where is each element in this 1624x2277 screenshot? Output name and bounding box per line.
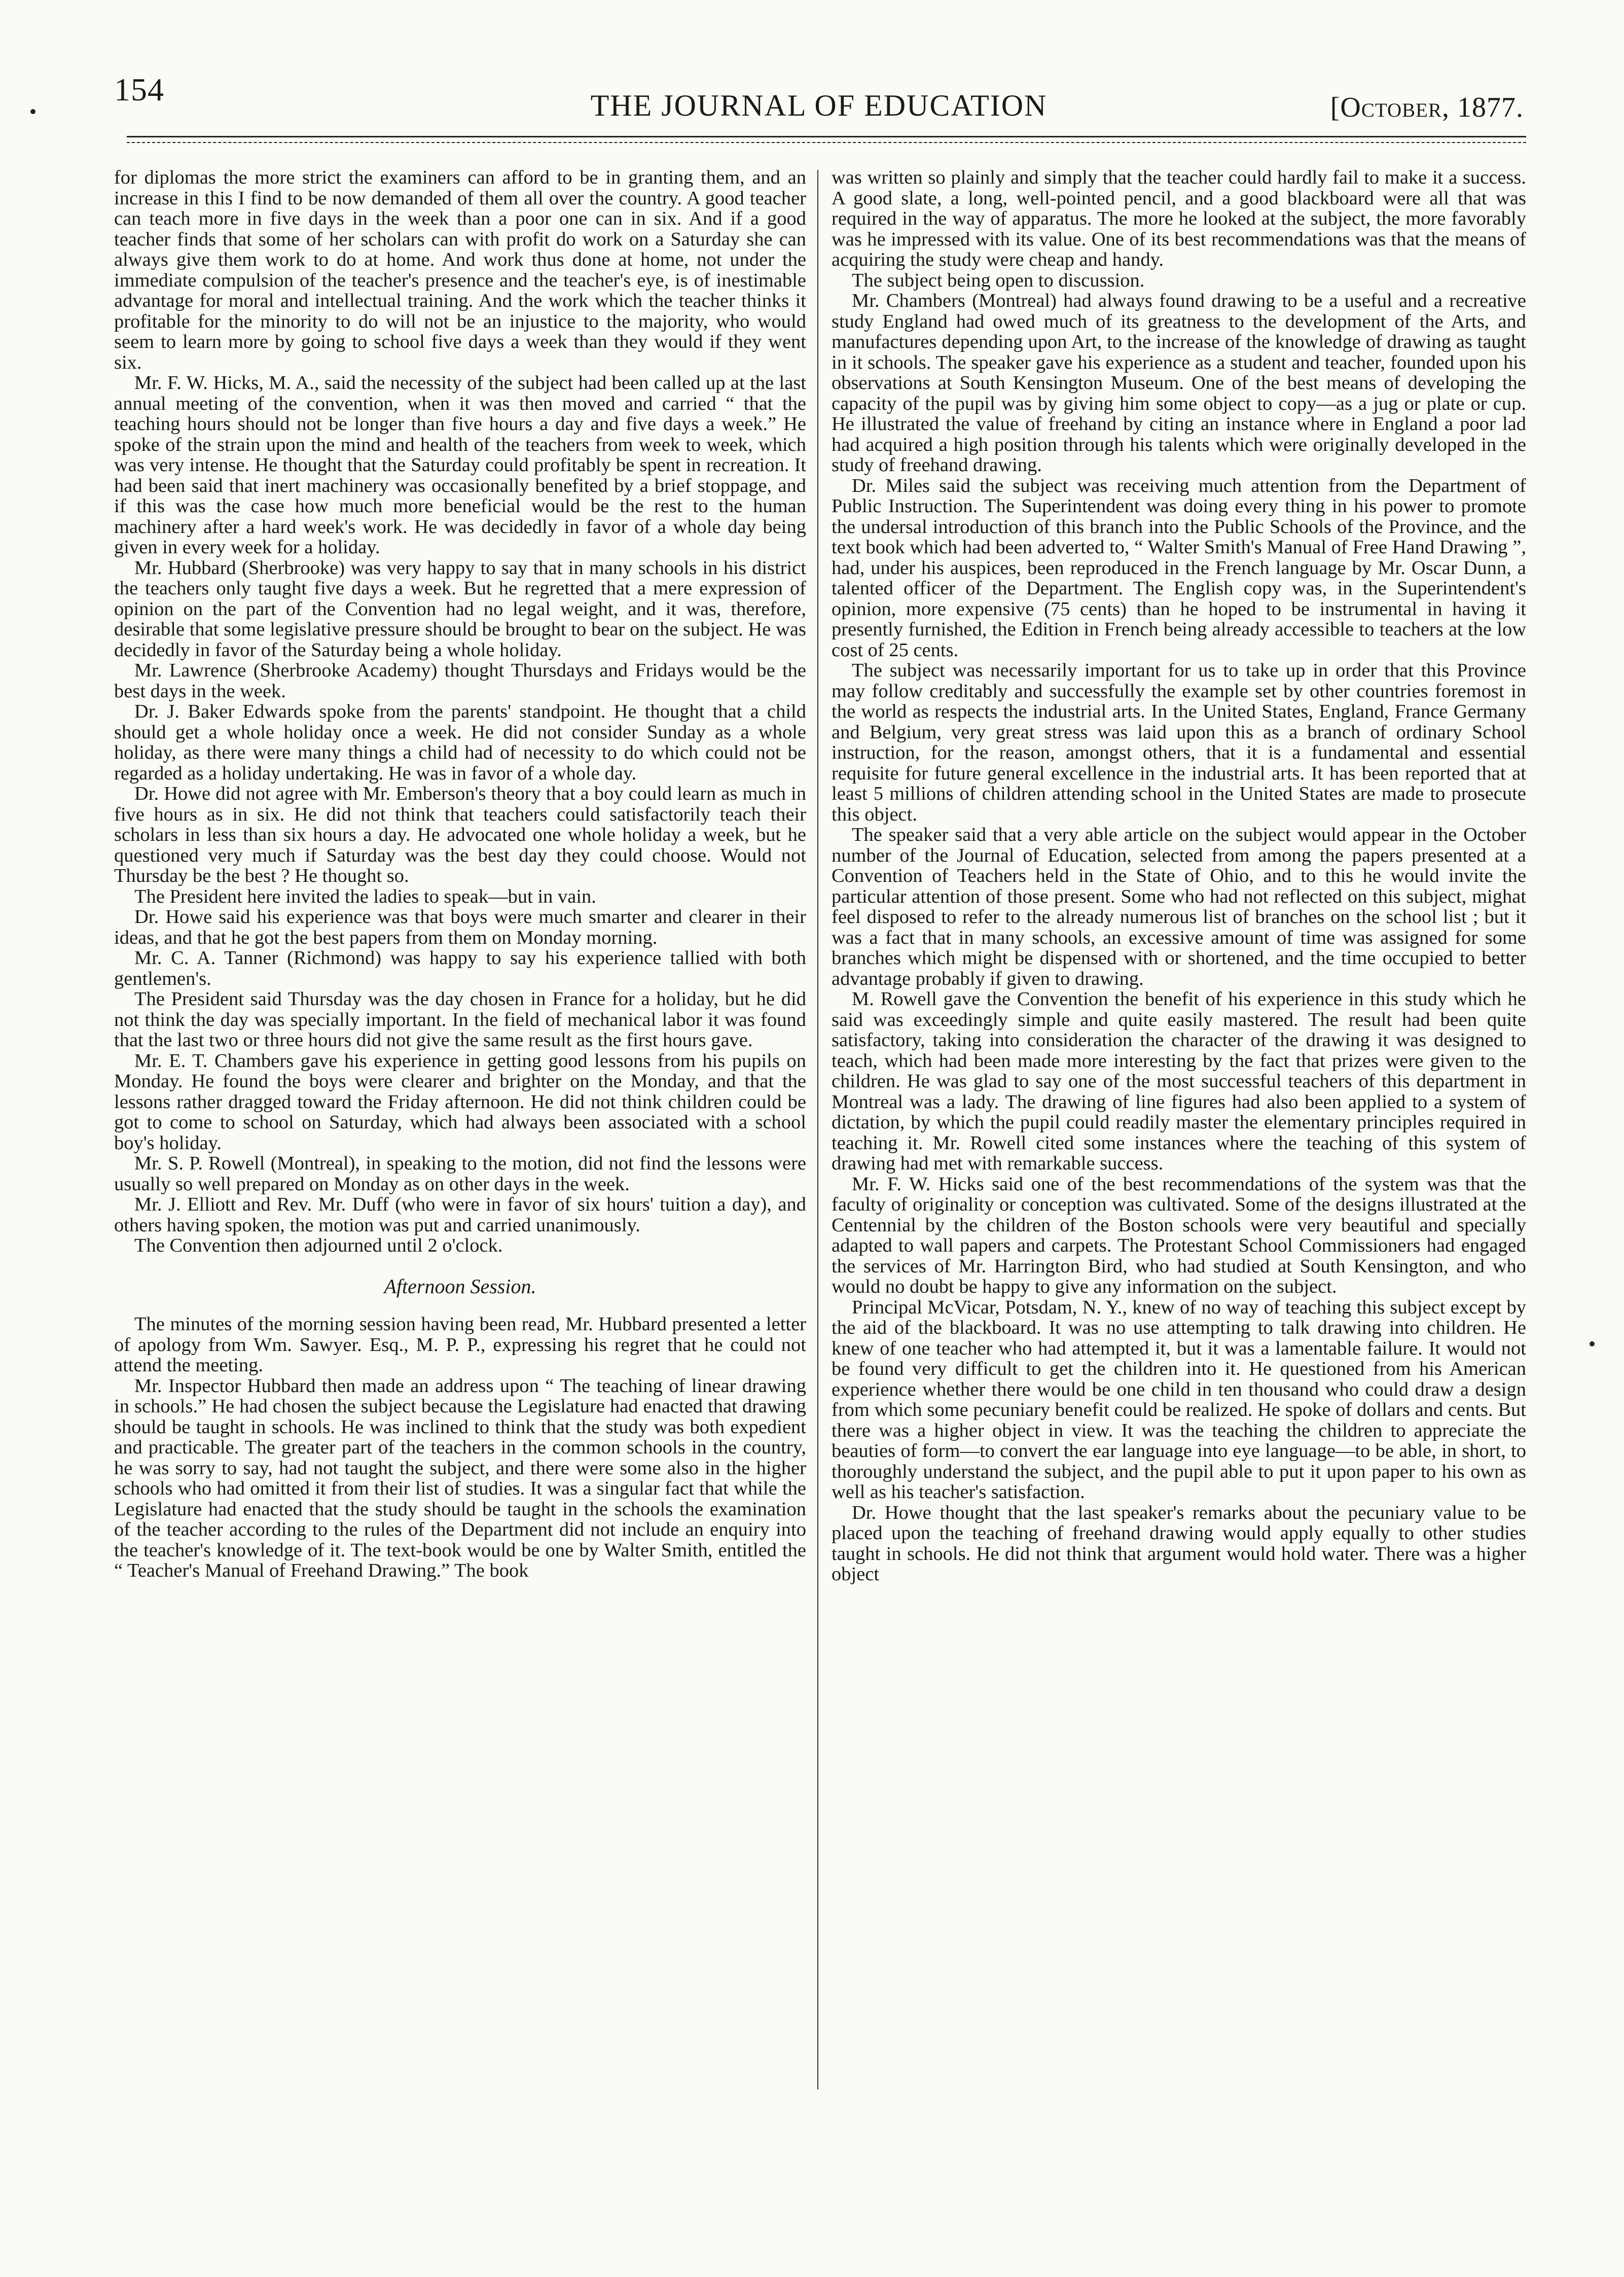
margin-dot <box>1590 1341 1595 1346</box>
paragraph: Mr. F. W. Hicks, M. A., said the necessity of the subject had been called up at the last annual meeting of the convention, when it was then moved and carried “ that the teaching hours should not be longer than five hours a day and five days a week.” He spoke of the strain upon the mind and health of the teachers from week to week, which was very intense. He thought that the Saturday could profitably be spent in recreation. It had been said that inert machinery was occasionally benefited by a brief stoppage, and if this was the case how much more beneficial would be the rest to the human machinery after a hard week's work. He was decidedly in favor of a whole day being given in every week for a holiday. <box>114 372 806 558</box>
paragraph: The President here invited the ladies to speak—but in vain. <box>134 885 596 907</box>
paragraph: for diplomas the more strict the examiners can afford to be in granting them, and an increase in this I find to be now demanded of them all over the country. A good teacher can teach more in five days in the week than a poor one can in six. And if a good teacher finds that some of her scholars can with profit do work on a Saturday she can always give them work to do at home. And work thus done at home, not under the immediate compulsion of the teacher's presence and the teacher's eye, is of inestimable advantage for moral and intellectual training. And the work which the teacher thinks it profitable for the minority to do will not be an injustice to the majority, who would seem to learn more by going to school five days a week than they would if they went six. <box>114 167 806 373</box>
paragraph: Dr. Miles said the subject was receiving much attention from the Department of Public Instruction. The Superintendent was doing every thing in his power to promote the undersal introduction of this branch into the Public Schools of the Province, and the text book which had been adverted to, “ Walter Smith's Manual of Free Hand Drawing ”, had, under his auspices, been reproduced in the French language by Mr. Oscar Dunn, a talented officer of the Department. The English copy was, in the Superintendent's opinion, more expensive (75 cents) than he hoped to be instrumental in having it presently furnished, the Edition in French being already accessible to teachers at the low cost of 25 cents. <box>832 475 1526 661</box>
paragraph: The President said Thursday was the day chosen in France for a holiday, but he did not think the day was specially important. In the field of mechanical labor it was found that the last two or three hours did not give the same result as the first hours gave. <box>114 988 806 1051</box>
paragraph: Principal McVicar, Potsdam, N. Y., knew of no way of teaching this subject except by the aid of the blackboard. It was no use attempting to talk drawing into children. He knew of one teacher who had attempted it, but it was a lamentable failure. It would not be found very difficult to get the children into it. He questioned from his American experience whether there would be one child in ten thousand who could draw a design from which some pecuniary benefit could be realized. He spoke of dollars and cents. But there was a higher object in view. It was the teaching the children to appreciate the beauties of form—to convert the ear language into eye language—to be able, in short, to thoroughly understand the subject, and the pupil able to put it upon paper to his own as well as his teacher's satisfaction. <box>832 1296 1526 1503</box>
header-rule-secondary <box>127 142 1526 143</box>
paragraph: Dr. J. Baker Edwards spoke from the parents' standpoint. He thought that a child should get a whole holiday once a week. He did not consider Sunday as a whole holiday, as there were many things a child had of necessity to do which could not be regarded as a holiday undertaking. He was in favor of a whole day. <box>114 701 806 784</box>
paragraph: Mr. F. W. Hicks said one of the best recommendations of the system was that the faculty of originality or conception was cultivated. Some of the designs illustrated at the Centennial by the children of the Boston schools were very beautiful and specially adapted to wall papers and carpets. The Protestant School Commissioners had engaged the services of Mr. Harrington Bird, who had studied at South Kensington, and who would no doubt be happy to give any information on the subject. <box>832 1173 1526 1297</box>
paragraph: Mr. Inspector Hubbard then made an address upon “ The teaching of linear drawing in schools.” He had chosen the subject because the Legislature had enacted that drawing should be taught in schools. He was inclined to think that the study was both expedient and practicable. The greater part of the teachers in the common schools in the country, he was sorry to say, had not taught the subject, and there were some also in the higher schools who had omitted it from their list of studies. It was a singular fact that while the Legislature had enacted that the study should be taught in the schools the examination of the teacher according to the rules of the Department did not include an enquiry into the teacher's knowledge of it. The text-book would be one by Walter Smith, entitled the “ Teacher's Manual of Freehand Drawing.” The book <box>114 1375 806 1581</box>
paragraph: Dr. Howe said his experience was that boys were much smarter and clearer in their ideas, and that he got the best papers from them on Monday morning. <box>114 906 806 948</box>
left-column <box>114 167 806 2094</box>
paragraph: Mr. Lawrence (Sherbrooke Academy) thought Thursdays and Fridays would be the best days in the week. <box>114 660 806 702</box>
paragraph: M. Rowell gave the Convention the benefit of his experience in this study which he said was exceedingly simple and quite easily mastered. The result had been quite satisfactory, taking into consideration the character of the drawing it was designed to teach, which had been made more interesting by the fact that prizes were given to the children. He was glad to say one of the most successful teachers of this department in Montreal was a lady. The drawing of line figures had also been applied to a system of dictation, by which the pupil could readily master the elementary principles required in teaching it. Mr. Rowell cited some instances where the teaching of this system of drawing had met with remarkable success. <box>832 988 1526 1174</box>
paragraph: Dr. Howe thought that the last speaker's remarks about the pecuniary value to be placed upon the teaching of freehand drawing would apply equally to other studies taught in schools. He did not think that argument would hold water. There was a higher object <box>832 1502 1526 1585</box>
paragraph: The subject being open to discussion. <box>852 269 1145 291</box>
paragraph: Mr. Chambers (Montreal) had always found drawing to be a useful and a recreative study England had owed much of its greatness to the development of the Arts, and manufactures depending upon Art, to the increase of the knowledge of drawing as taught in it schools. The speaker gave his experience as a student and teacher, founded upon his observations at South Kensington Museum. One of the best means of developing the capacity of the pupil was by giving him some object to copy—as a jug or plate or cup. He illustrated the value of freehand by citing an instance where in England a poor lad had acquired a high position through his talents which were originally developed in the study of freehand drawing. <box>832 290 1526 476</box>
column-divider <box>817 170 818 2089</box>
paragraph: Mr. Hubbard (Sherbrooke) was very happy to say that in many schools in his district the teachers only taught five days a week. But he regretted that a mere expression of opinion on the part of the Convention had no legal weight, and it was, therefore, desirable that some legislative pressure should be brought to bear on the subject. He was decidedly in favor of the Saturday being a whole holiday. <box>114 557 806 661</box>
paragraph: Mr. E. T. Chambers gave his experience in getting good lessons from his pupils on Monday. He found the boys were clearer and brighter on the Monday, and that the lessons rather dragged toward the Friday afternoon. He did not think children could be got to come to school on Saturday, which had always been associated with a school boy's holiday. <box>114 1050 806 1154</box>
paragraph: Dr. Howe did not agree with Mr. Emberson's theory that a boy could learn as much in five hours as in six. He did not think that teachers could satisfactorily teach their scholars in less than six hours a day. He advocated one whole holiday a week, but he questioned very much if Saturday was the best day they could choose. Would not Thursday be the best ? He thought so. <box>114 783 806 886</box>
paragraph: The Convention then adjourned until 2 o'clock. <box>134 1235 503 1256</box>
margin-dot <box>30 109 35 114</box>
paragraph: Mr. J. Elliott and Rev. Mr. Duff (who were in favor of six hours' tuition a day), and others having spoken, the motion was put and carried unanimously. <box>114 1194 806 1236</box>
paragraph: Mr. S. P. Rowell (Montreal), in speaking to the motion, did not find the lessons were usually so well prepared on Monday as on other days in the week. <box>114 1153 806 1195</box>
paragraph: The minutes of the morning session having been read, Mr. Hubbard presented a letter of apology from Wm. Sawyer. Esq., M. P. P., expressing his regret that he could not attend the meeting. <box>114 1313 806 1376</box>
header-rule <box>127 136 1526 137</box>
paragraph: The speaker said that a very able article on the subject would appear in the October number of the Journal of Education, selected from among the papers presented at a Convention of Teachers held in the State of Ohio, and to this he would invite the particular attention of those present. Some who had not reflected on this subject, mighat feel disposed to refer to the already numerous list of branches on the school list ; but it was a fact that in many schools, an excessive amount of time was assigned for some branches which might be dispensed with or shortened, and the time occupied to better advantage probably if given to drawing. <box>832 824 1526 989</box>
page-header <box>114 71 1524 132</box>
paragraph: The subject was necessarily important for us to take up in order that this Province may follow creditably and successfully the example set by other countries foremost in the world as respects the industrial arts. In the United States, England, France Germany and Belgium, very great stress was laid upon this as a branch of ordinary School instruction, for the reason, amongst others, that it is a fundamental and essential requisite for future general excellence in the industrial arts. It has been reported that at least 5 millions of children attending school in the United States are made to prosecute this object. <box>832 660 1526 825</box>
page-number: 154 <box>114 72 164 108</box>
journal-title: THE JOURNAL OF EDUCATION <box>590 89 1048 122</box>
paragraph: was written so plainly and simply that the teacher could hardly fail to make it a success. A good slate, a long, well-pointed pencil, and a good blackboard were all that was required in the way of apparatus. The more he looked at the subject, the more favorably was he impressed with its value. One of its best recommendations was that the means of acquiring the study were cheap and handy. <box>832 167 1526 270</box>
issue-date: [October, 1877. <box>1330 92 1524 123</box>
paragraph: Mr. C. A. Tanner (Richmond) was happy to say his experience tallied with both gentlemen's. <box>114 947 806 989</box>
section-heading: Afternoon Session. <box>384 1274 536 1298</box>
right-column <box>832 167 1526 2094</box>
